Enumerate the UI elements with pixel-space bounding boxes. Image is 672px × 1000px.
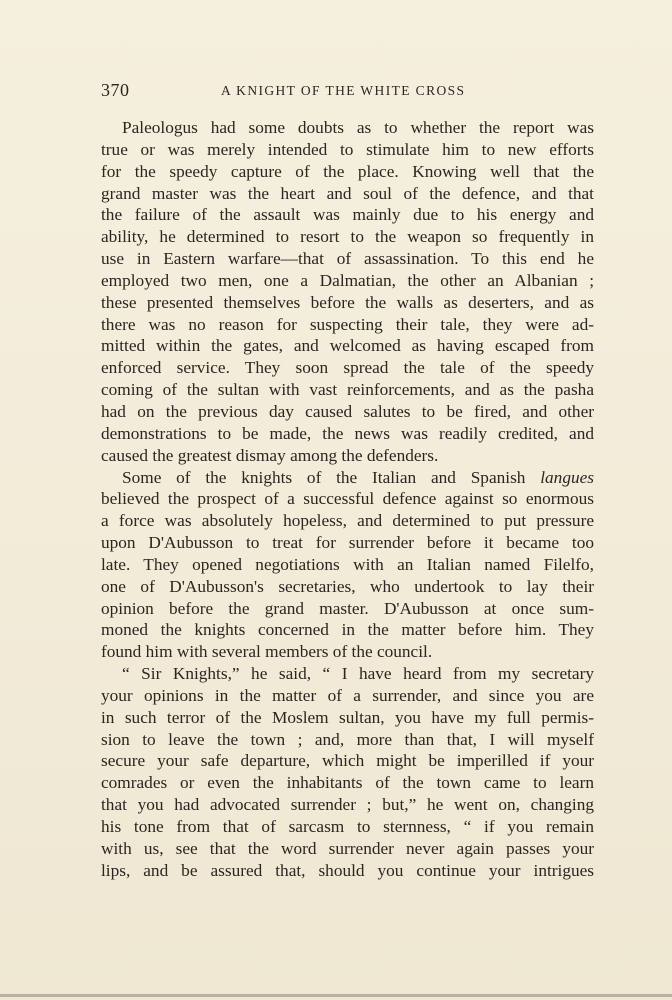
text-line: Paleologus had some doubts as to whether the report was: [122, 118, 594, 137]
text-line: had on the previous day caused salutes to be fired, and other: [101, 401, 594, 421]
text-line: opinion before the grand master. D'Aubusson at once sum-: [101, 598, 594, 618]
text-line: caused the greatest dismay among the defenders.: [101, 445, 439, 465]
text-line: the failure of the assault was mainly due to his energy and: [101, 205, 594, 225]
text-line: a force was absolutely hopeless, and determined to put pressure: [101, 511, 594, 531]
paragraph-2: [101, 467, 594, 664]
text-line: your opinions in the matter of a surrender, and since you are: [101, 685, 594, 705]
text-line: sion to leave the town ; and, more than that, I will myself: [101, 729, 594, 749]
paragraph-1: [101, 117, 594, 467]
text-run: Some of the knights of the Italian and Spanish: [122, 467, 541, 487]
text-line: coming of the sultan with vast reinforcements, and as the pasha: [101, 380, 594, 400]
text-line: moned the knights concerned in the matter before him. They: [101, 620, 594, 640]
text-line: believed the prospect of a successful defence against so enormous: [101, 489, 594, 509]
text-line: with us, see that the word surrender never again passes your: [101, 838, 594, 858]
text-line: that you had advocated surrender ; but,” he went on, changing: [101, 795, 594, 815]
text-line: “ Sir Knights,” he said, “ I have heard from my secretary: [122, 664, 594, 684]
text-line: ability, he determined to resort to the weapon so frequently in: [101, 227, 594, 247]
paragraph-3: [101, 663, 594, 881]
text-line: these presented themselves before the walls as deserters, and as: [101, 292, 594, 312]
text-line: use in Eastern warfare—that of assassination. To this end he: [101, 249, 594, 269]
text-line: upon D'Aubusson to treat for surrender before it became too: [101, 533, 594, 553]
page-header: [101, 80, 601, 104]
text-line: found him with several members of the council.: [101, 642, 433, 662]
page-number: 370: [101, 80, 130, 100]
text-line: [101, 467, 594, 489]
text-line: for the speedy capture of the place. Knowing well that the: [101, 161, 594, 181]
page-bottom-edge: [0, 994, 672, 997]
italic-term: langues: [540, 467, 594, 487]
text-line: comrades or even the inhabitants of the town came to learn: [101, 773, 594, 793]
text-line: secure your safe departure, which might be imperilled if your: [101, 751, 594, 771]
text-line: late. They opened negotiations with an Italian named Filelfo,: [101, 554, 594, 574]
text-line: enforced service. They soon spread the tale of the speedy: [101, 358, 594, 378]
text-line: employed two men, one a Dalmatian, the other an Albanian ;: [101, 270, 594, 290]
text-line: one of D'Aubusson's secretaries, who undertook to lay their: [101, 576, 594, 596]
text-line: mitted within the gates, and welcomed as having escaped from: [101, 336, 594, 356]
text-line: lips, and be assured that, should you continue your intrigues: [101, 860, 594, 880]
text-line: grand master was the heart and soul of the defence, and that: [101, 183, 594, 203]
text-line: his tone from that of sarcasm to sternness, “ if you remain: [101, 817, 594, 836]
body-text: [101, 117, 594, 882]
text-line: true or was merely intended to stimulate him to new efforts: [101, 139, 594, 159]
text-line: demonstrations to be made, the news was readily credited, and: [101, 423, 594, 443]
running-head: A KNIGHT OF THE WHITE CROSS: [221, 83, 466, 98]
text-line: in such terror of the Moslem sultan, you have my full permis-: [101, 707, 594, 727]
text-line: there was no reason for suspecting their tale, they were ad-: [101, 314, 594, 334]
